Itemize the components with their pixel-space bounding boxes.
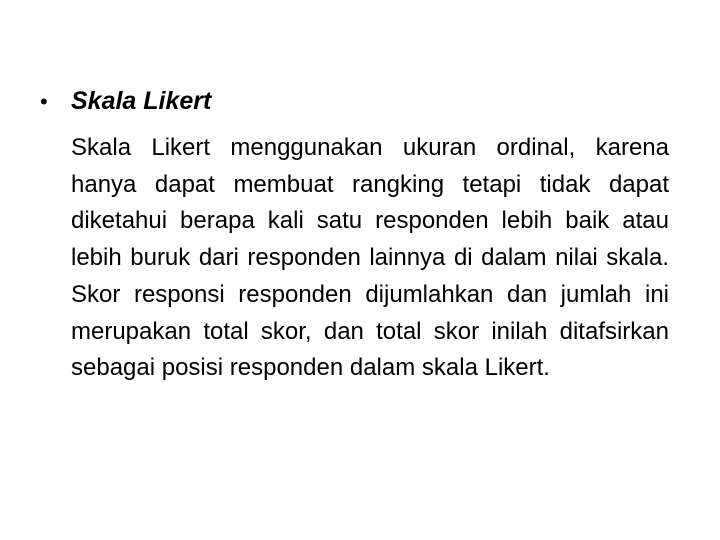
bullet-item [40,84,211,119]
slide-heading: Skala Likert [71,87,212,115]
bullet-icon: • [40,89,48,114]
body-paragraph: Skala Likert menggunakan ukuran ordinal, karena hanya dapat membuat rangking tetapi tidak dapat diketahui berapa kali satu responden lebih baik atau lebih buruk dari responden lainnya di dalam nilai skala. Skor responsi responden dijumlahkan dan jumlah ini merupakan total skor, dan total skor inilah ditafsirkan sebagai posisi responden dalam skala Likert. [71,134,669,382]
